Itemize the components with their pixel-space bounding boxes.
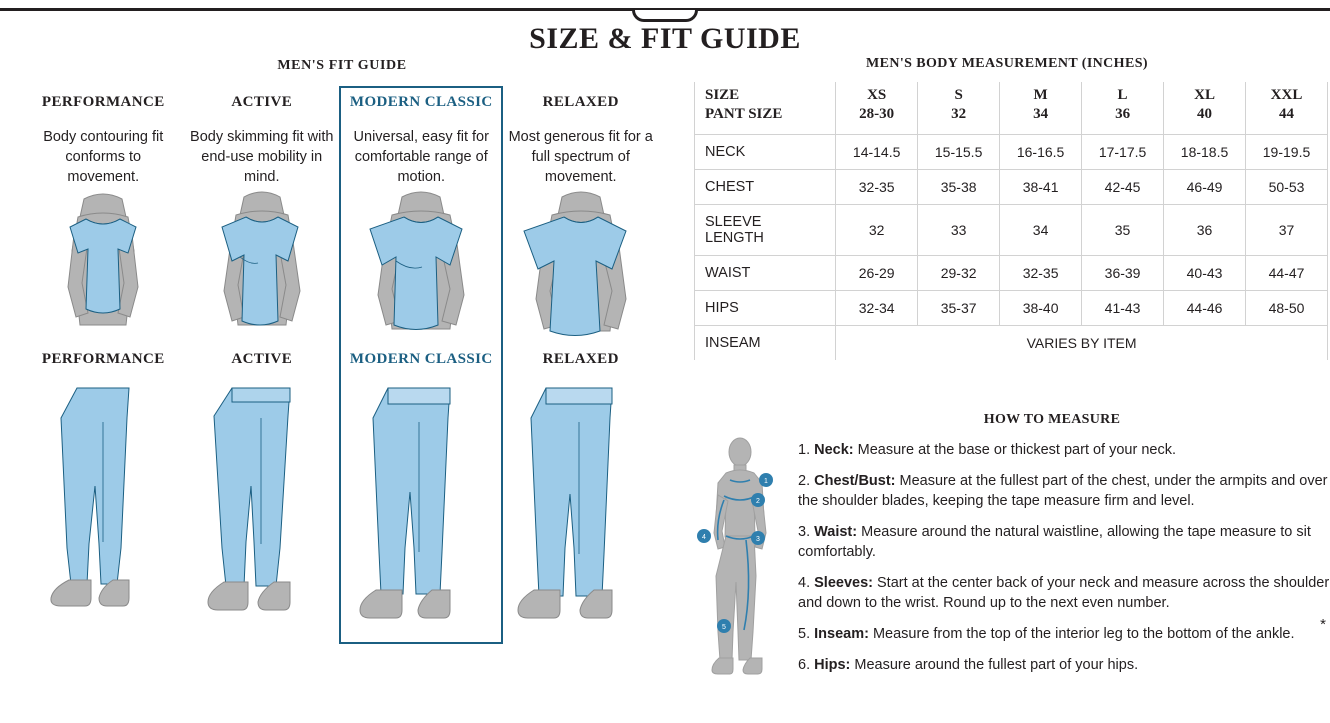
item-term: Hips:: [814, 657, 851, 673]
row-label: [695, 205, 836, 256]
size-header-xxl: [1246, 82, 1328, 135]
item-text: Measure around the natural waistline, allowing the tape measure to sit comfortably.: [798, 524, 1311, 560]
cell: 33: [918, 205, 1000, 256]
pants-illustration-performance: [24, 384, 183, 642]
row-label-line1: SLEEVE: [705, 214, 762, 230]
cell: 32-35: [836, 170, 918, 205]
pants-illustration-modern-classic: [341, 384, 501, 642]
cell: 19-19.5: [1246, 135, 1328, 170]
cell: 16-16.5: [1000, 135, 1082, 170]
fit-column-pants-title: RELAXED: [542, 351, 619, 367]
size-code: XS: [867, 87, 887, 103]
cell: 36: [1164, 205, 1246, 256]
page-title: SIZE & FIT GUIDE: [529, 22, 801, 55]
item-term: Inseam:: [814, 626, 869, 642]
fit-guide-title: MEN'S FIT GUIDE: [277, 58, 407, 73]
svg-text:2: 2: [756, 498, 760, 505]
row-label: CHEST: [695, 170, 836, 205]
cell: 36-39: [1082, 256, 1164, 291]
pant-size: 40: [1197, 106, 1213, 122]
size-header-xl: [1164, 82, 1246, 135]
cell: 42-45: [1082, 170, 1164, 205]
size-code: S: [954, 87, 963, 103]
shirt-illustration-performance: [24, 189, 183, 341]
list-item: [798, 522, 1330, 562]
cell: 38-40: [1000, 291, 1082, 326]
size-code: XXL: [1270, 87, 1303, 103]
cell: 32-34: [836, 291, 918, 326]
cell: 35: [1082, 205, 1164, 256]
list-item: [798, 655, 1330, 675]
item-text: Measure at the fullest part of the chest, under the armpits and over the shoulder blades, keeping the tape measure firm and level.: [798, 473, 1328, 509]
fit-column-active[interactable]: [183, 88, 342, 642]
size-table-corner-header: [695, 82, 836, 135]
fit-guide-columns: [0, 88, 684, 642]
size-header-xs: [836, 82, 918, 135]
cell: 35-37: [918, 291, 1000, 326]
item-text: Measure around the fullest part of your hips.: [850, 657, 1139, 673]
item-number: 6.: [798, 657, 811, 673]
cell: 34: [1000, 205, 1082, 256]
list-item: [798, 471, 1330, 511]
item-number: 3.: [798, 524, 811, 540]
pant-size: 36: [1115, 106, 1131, 122]
size-code: L: [1117, 87, 1128, 103]
cell: 29-32: [918, 256, 1000, 291]
size-code: XL: [1194, 87, 1215, 103]
table-row: [695, 256, 1328, 291]
measurement-section: [684, 56, 1330, 360]
pant-size: 32: [951, 106, 967, 122]
size-table: [694, 82, 1328, 360]
item-number: 5.: [798, 626, 811, 642]
cell: 48-50: [1246, 291, 1328, 326]
cell: 44-46: [1164, 291, 1246, 326]
table-row: [695, 135, 1328, 170]
fit-column-performance[interactable]: [24, 88, 183, 642]
cell: 37: [1246, 205, 1328, 256]
item-term: Chest/Bust:: [814, 473, 896, 489]
row-label-line2: LENGTH: [705, 230, 764, 246]
svg-text:3: 3: [756, 536, 760, 543]
cell: 14-14.5: [836, 135, 918, 170]
cell: 26-29: [836, 256, 918, 291]
size-table-header-row: [695, 82, 1328, 135]
cell: 41-43: [1082, 291, 1164, 326]
item-number: 2.: [798, 473, 811, 489]
how-to-measure-section: [694, 412, 1330, 691]
item-text: Measure from the top of the interior leg to the bottom of the ankle.: [868, 626, 1295, 642]
footnote-marker: *: [1320, 616, 1326, 633]
shirt-illustration-relaxed: [501, 189, 660, 341]
top-rule-decoration: [0, 8, 1330, 11]
row-label: INSEAM: [695, 326, 836, 361]
size-header-m: [1000, 82, 1082, 135]
row-label: HIPS: [695, 291, 836, 326]
cell: 32-35: [1000, 256, 1082, 291]
cell: 15-15.5: [918, 135, 1000, 170]
fit-column-pants-title: MODERN CLASSIC: [349, 351, 493, 367]
shirt-illustration-modern-classic: [341, 189, 501, 341]
cell: 38-41: [1000, 170, 1082, 205]
size-table-head: [695, 82, 1328, 135]
table-row: [695, 205, 1328, 256]
svg-text:5: 5: [722, 624, 726, 631]
cell: 46-49: [1164, 170, 1246, 205]
fit-column-pants-title: PERFORMANCE: [41, 351, 165, 367]
how-to-measure-list: [794, 440, 1330, 686]
cell: 40-43: [1164, 256, 1246, 291]
cell: 44-47: [1246, 256, 1328, 291]
measurement-figure-illustration: [694, 436, 794, 691]
size-header-line2: PANT SIZE: [705, 106, 783, 122]
fit-column-title: MODERN CLASSIC: [349, 94, 493, 110]
shirt-illustration-active: [183, 189, 342, 341]
list-item: [798, 573, 1330, 613]
item-term: Neck:: [814, 442, 854, 458]
size-header-s: [918, 82, 1000, 135]
fit-column-pants-title: ACTIVE: [231, 351, 293, 367]
row-label: NECK: [695, 135, 836, 170]
pant-size: 34: [1033, 106, 1049, 122]
fit-column-description: Body skimming fit with end-use mobility in mind.: [190, 129, 334, 185]
item-number: 1.: [798, 442, 811, 458]
pants-illustration-active: [183, 384, 342, 642]
list-item: [798, 440, 1330, 460]
fit-column-modern-classic[interactable]: [341, 88, 501, 642]
cell: 32: [836, 205, 918, 256]
fit-column-description: Body contouring fit conforms to movement.: [43, 129, 164, 185]
size-header-l: [1082, 82, 1164, 135]
item-number: 4.: [798, 575, 811, 591]
pant-size: 28-30: [859, 106, 895, 122]
size-header-line1: SIZE: [705, 87, 740, 103]
item-term: Waist:: [814, 524, 858, 540]
fit-column-title: RELAXED: [542, 94, 619, 110]
fit-column-title: PERFORMANCE: [41, 94, 165, 110]
how-to-measure-title: HOW TO MEASURE: [983, 412, 1121, 427]
table-row-inseam: [695, 326, 1328, 361]
cell: 18-18.5: [1164, 135, 1246, 170]
measurement-title: MEN'S BODY MEASUREMENT (INCHES): [866, 56, 1148, 71]
svg-text:4: 4: [702, 534, 706, 541]
table-row: [695, 291, 1328, 326]
item-text: Start at the center back of your neck and measure across the shoulder and down to the wrist. Round up to the next even number.: [798, 575, 1330, 611]
list-item: [798, 624, 1330, 644]
pants-illustration-relaxed: [501, 384, 660, 642]
inseam-value: VARIES BY ITEM: [836, 326, 1328, 361]
cell: 17-17.5: [1082, 135, 1164, 170]
pant-size: 44: [1279, 106, 1294, 122]
fit-column-description: Most generous fit for a full spectrum of movement.: [508, 129, 653, 185]
fit-column-title: ACTIVE: [231, 94, 293, 110]
cell: 35-38: [918, 170, 1000, 205]
table-row: [695, 170, 1328, 205]
row-label: WAIST: [695, 256, 836, 291]
fit-guide-section: [0, 58, 684, 658]
item-text: Measure at the base or thickest part of your neck.: [853, 442, 1177, 458]
item-term: Sleeves:: [814, 575, 873, 591]
size-table-body: [695, 135, 1328, 361]
size-code: M: [1033, 87, 1048, 103]
svg-text:1: 1: [764, 478, 768, 485]
fit-column-relaxed[interactable]: [501, 88, 660, 642]
fit-column-description: Universal, easy fit for comfortable range of motion.: [353, 129, 489, 185]
cell: 50-53: [1246, 170, 1328, 205]
